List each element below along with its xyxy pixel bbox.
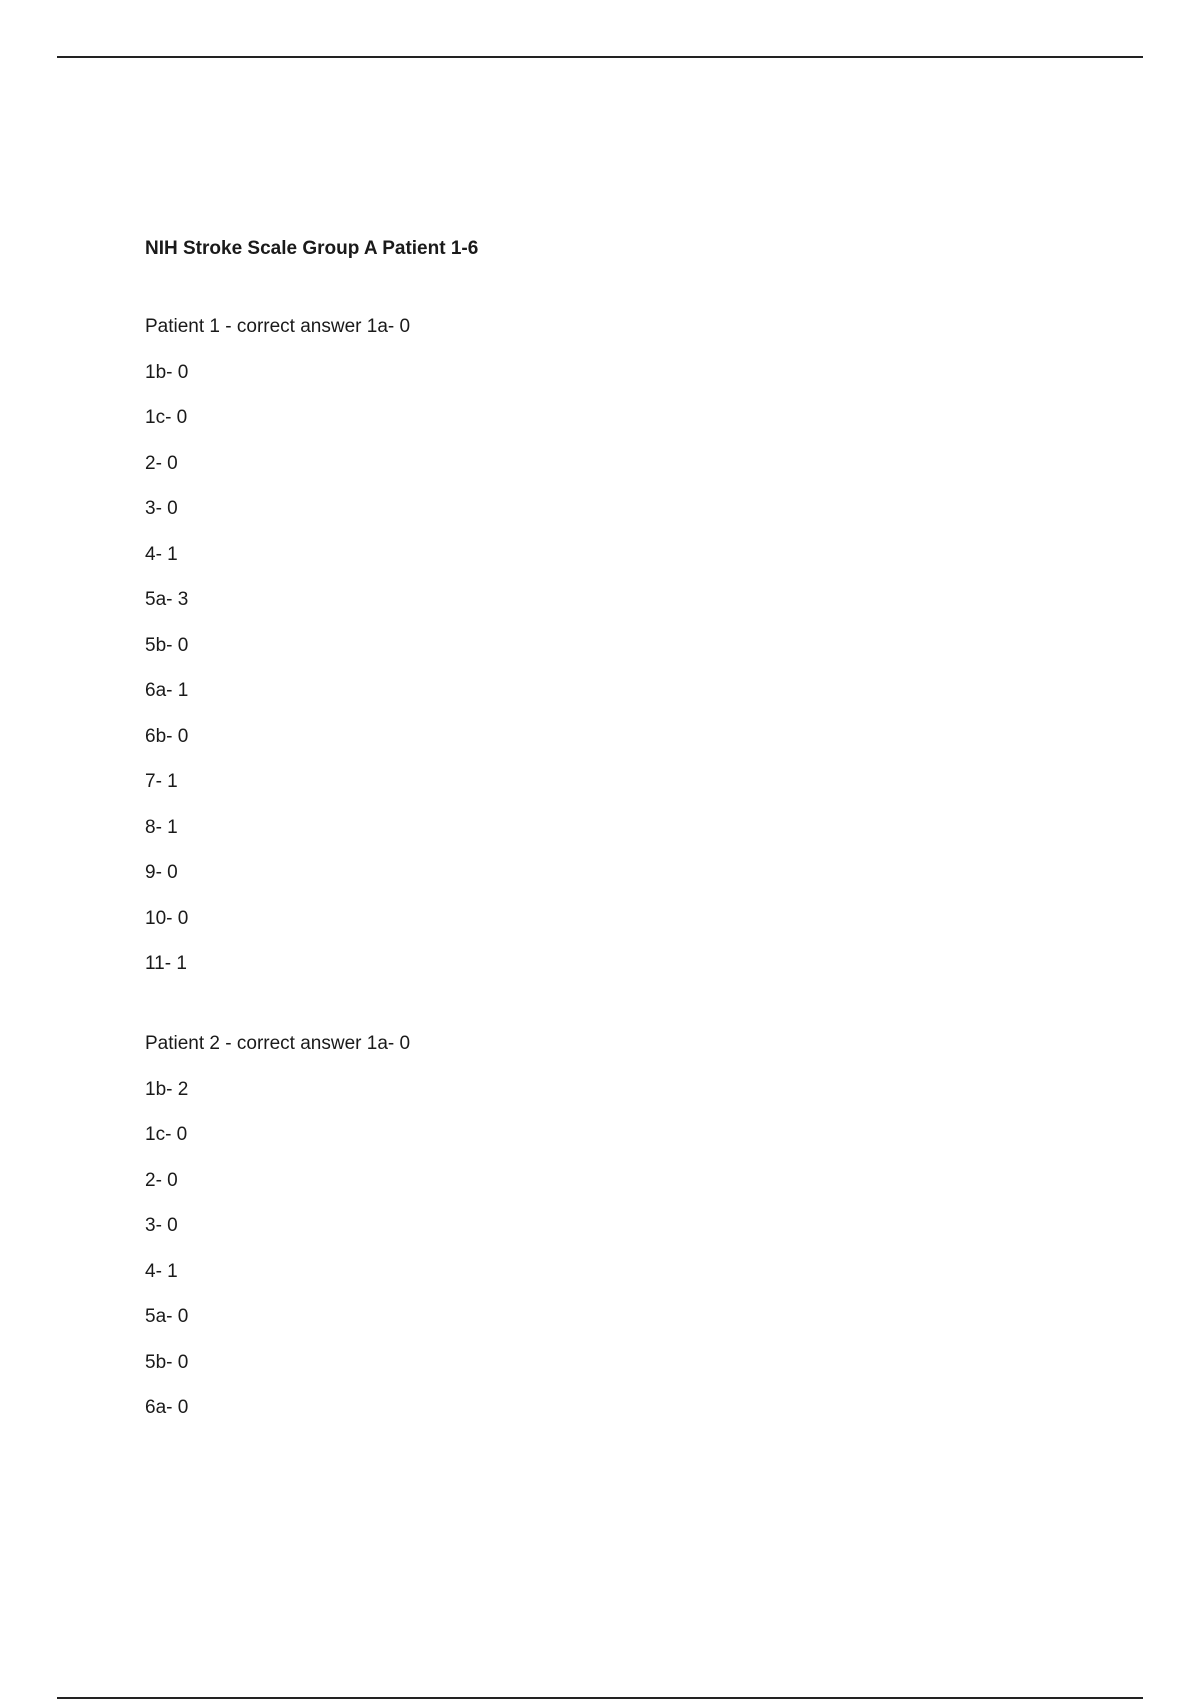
patient-1-heading: Patient 1 - correct answer 1a- 0 bbox=[145, 316, 411, 337]
patient-1-item-5a: 5a- 3 bbox=[145, 589, 189, 610]
patient-2-item-2: 2- 0 bbox=[145, 1169, 178, 1191]
patient-1-item-8: 8- 1 bbox=[145, 816, 178, 838]
patient-2-item-1c: 1c- 0 bbox=[145, 1124, 188, 1145]
document-body bbox=[145, 236, 1045, 1421]
patient-2-section bbox=[145, 1031, 1045, 1421]
patient-1-item-1b: 1b- 0 bbox=[145, 361, 189, 383]
patient-2-item-6a: 6a- 0 bbox=[145, 1397, 189, 1418]
patient-1-item-7: 7- 1 bbox=[145, 771, 178, 792]
patient-1-item-1c: 1c- 0 bbox=[145, 407, 188, 428]
patient-2-item-5a: 5a- 0 bbox=[145, 1306, 189, 1327]
patient-2-heading: Patient 2 - correct answer 1a- 0 bbox=[145, 1033, 411, 1054]
header-rule bbox=[57, 56, 1143, 58]
patient-1-item-3: 3- 0 bbox=[145, 498, 178, 519]
document-title: NIH Stroke Scale Group A Patient 1-6 bbox=[145, 238, 479, 259]
patient-1-item-10: 10- 0 bbox=[145, 907, 189, 929]
footer-rule bbox=[57, 1697, 1143, 1699]
patient-1-item-6a: 6a- 1 bbox=[145, 680, 189, 701]
patient-1-item-11: 11- 1 bbox=[145, 953, 187, 974]
patient-1-item-6b: 6b- 0 bbox=[145, 725, 189, 747]
patient-1-item-5b: 5b- 0 bbox=[145, 634, 189, 656]
patient-2-item-4: 4- 1 bbox=[145, 1260, 178, 1282]
patient-1-item-2: 2- 0 bbox=[145, 452, 178, 474]
patient-1-section bbox=[145, 314, 1045, 977]
patient-1-item-9: 9- 0 bbox=[145, 862, 178, 883]
patient-1-item-4: 4- 1 bbox=[145, 543, 178, 565]
patient-2-item-1b: 1b- 2 bbox=[145, 1078, 189, 1100]
patient-2-item-5b: 5b- 0 bbox=[145, 1351, 189, 1373]
patient-2-item-3: 3- 0 bbox=[145, 1215, 178, 1236]
